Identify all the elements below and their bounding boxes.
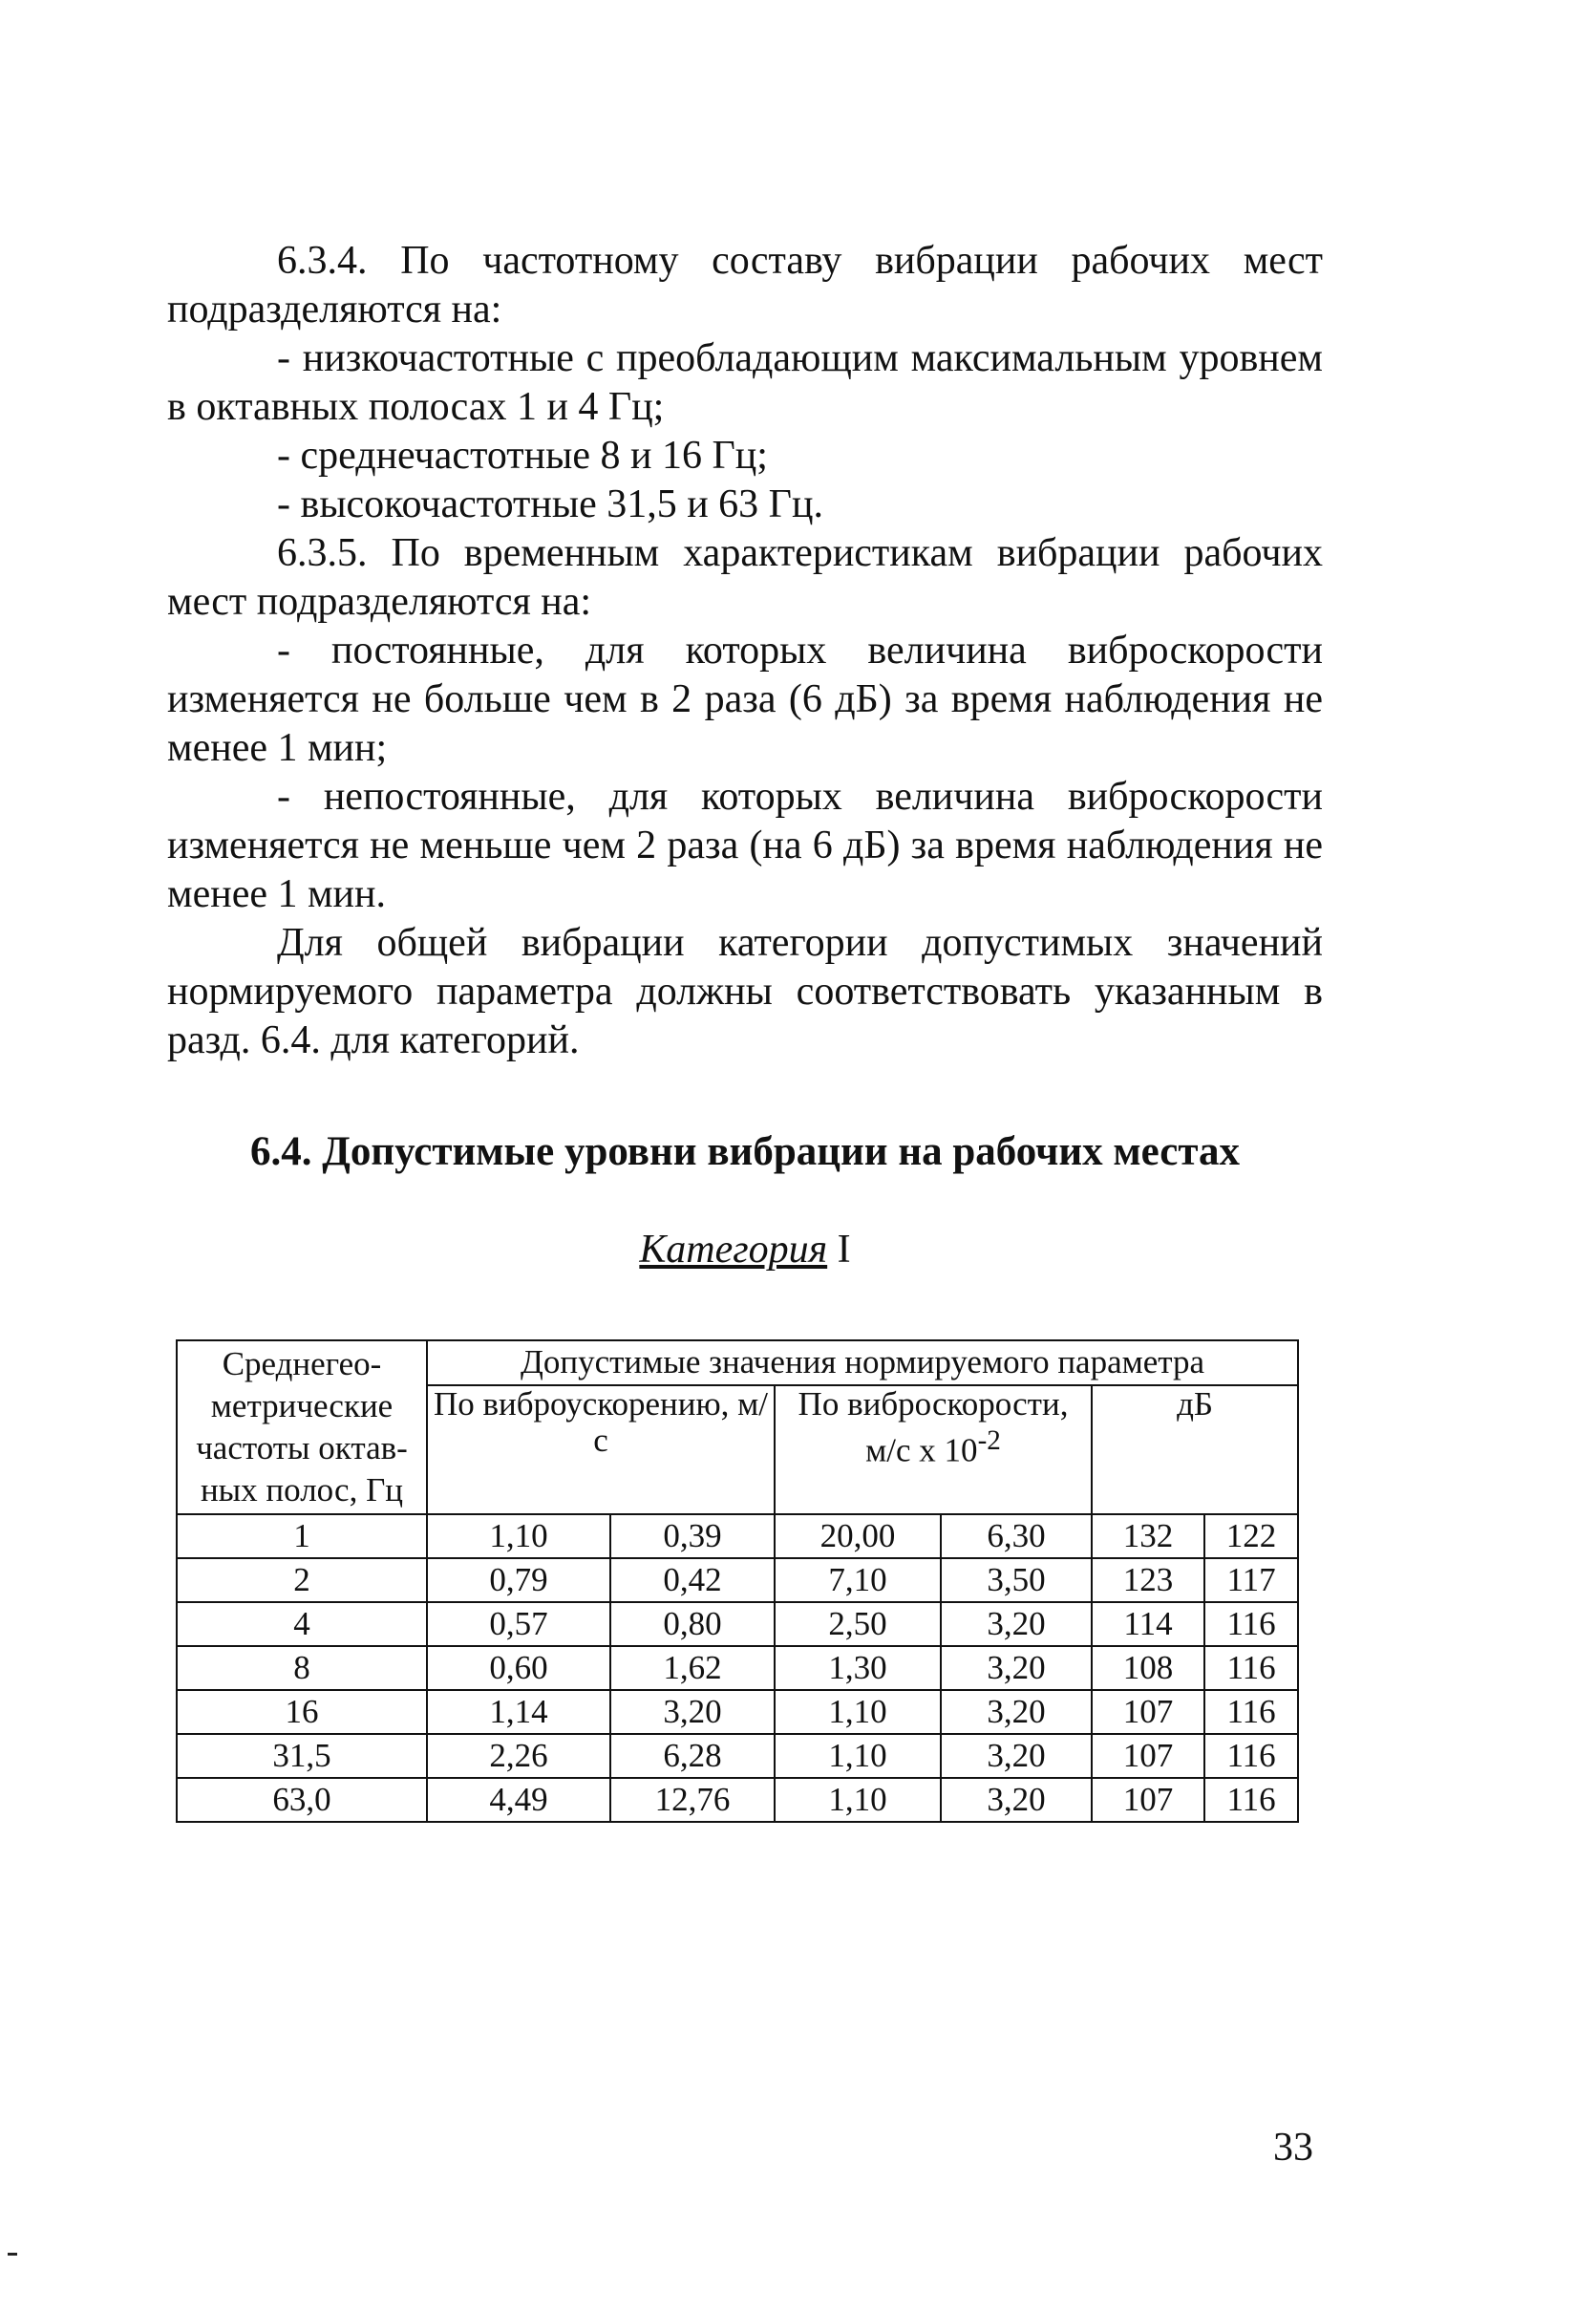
table-cell: 0,80 [610, 1602, 775, 1646]
table-cell: 3,50 [941, 1558, 1092, 1602]
table-cell: 116 [1204, 1690, 1298, 1734]
table-row [177, 1734, 1298, 1778]
table-cell: 3,20 [941, 1602, 1092, 1646]
table-cell: 6,28 [610, 1734, 775, 1778]
table-cell: 122 [1204, 1514, 1298, 1558]
table-cell: 12,76 [610, 1778, 775, 1822]
table-cell: 3,20 [610, 1690, 775, 1734]
paragraph: - постоянные, для которых величина виброскорости изменяется не больше чем в 2 раза (6 дБ) за время наблюдения не менее 1 мин; [167, 629, 1323, 770]
table-row [177, 1602, 1298, 1646]
caption-number: I [827, 1228, 851, 1272]
table-cell: 0,39 [610, 1514, 775, 1558]
table-cell: 1,10 [427, 1514, 610, 1558]
table-row [177, 1778, 1298, 1822]
frequency-header: Среднегео-метрические частоты октав-ных полос, Гц [177, 1340, 427, 1514]
body-text [167, 237, 1323, 1065]
table-cell: 117 [1204, 1558, 1298, 1602]
table-cell: 116 [1204, 1778, 1298, 1822]
table-cell: 116 [1204, 1602, 1298, 1646]
table-cell: 0,60 [427, 1646, 610, 1690]
paragraph: 6.3.4. По частотному составу вибрации рабочих мест подразделяются на: [167, 239, 1323, 332]
table-cell: 107 [1092, 1778, 1204, 1822]
table-cell: 6,30 [941, 1514, 1092, 1558]
velocity-header [775, 1385, 1092, 1514]
table-cell: 3,20 [941, 1690, 1092, 1734]
table-cell: 1,30 [775, 1646, 941, 1690]
paragraph: Для общей вибрации категории допустимых значений нормируемого параметра должны соответствовать указанным в разд. 6.4. для категорий. [167, 921, 1323, 1062]
table-cell: 114 [1092, 1602, 1204, 1646]
paragraph: 6.3.5. По временным характеристикам вибрации рабочих мест подразделяются на: [167, 531, 1323, 624]
table-cell: 1 [177, 1514, 427, 1558]
vibration-table [176, 1339, 1299, 1823]
table-cell: 108 [1092, 1646, 1204, 1690]
table-cell: 132 [1092, 1514, 1204, 1558]
scan-mark [8, 2253, 17, 2256]
velocity-header-exponent: -2 [977, 1425, 1001, 1456]
table-cell: 3,20 [941, 1734, 1092, 1778]
paragraph: - высокочастотные 31,5 и 63 Гц. [277, 482, 823, 526]
table-cell: 2 [177, 1558, 427, 1602]
group-header: Допустимые значения нормируемого параметра [427, 1340, 1298, 1385]
table-cell: 7,10 [775, 1558, 941, 1602]
page-number: 33 [1273, 2126, 1313, 2170]
table-cell: 63,0 [177, 1778, 427, 1822]
table-cell: 107 [1092, 1734, 1204, 1778]
table-cell: 1,10 [775, 1690, 941, 1734]
table-cell: 4,49 [427, 1778, 610, 1822]
paragraph: - среднечастотные 8 и 16 Гц; [277, 434, 768, 478]
table-cell: 20,00 [775, 1514, 941, 1558]
table-cell: 116 [1204, 1734, 1298, 1778]
table-row [177, 1690, 1298, 1734]
caption-word: Категория [639, 1228, 828, 1272]
table-cell: 0,42 [610, 1558, 775, 1602]
table-cell: 0,79 [427, 1558, 610, 1602]
section-heading: 6.4. Допустимые уровни вибрации на рабочих местах [250, 1129, 1240, 1174]
table-row [177, 1558, 1298, 1602]
table-cell: 107 [1092, 1690, 1204, 1734]
table-cell: 2,26 [427, 1734, 610, 1778]
table-row [177, 1646, 1298, 1690]
table-cell: 8 [177, 1646, 427, 1690]
table-row [177, 1514, 1298, 1558]
table-cell: 3,20 [941, 1778, 1092, 1822]
table-cell: 0,57 [427, 1602, 610, 1646]
velocity-header-text: По виброскорости, м/с x 10 [798, 1385, 1069, 1469]
table-caption [167, 1225, 1323, 1274]
table-cell: 1,10 [775, 1734, 941, 1778]
paragraph: - непостоянные, для которых величина виброскорости изменяется не меньше чем 2 раза (на 6 дБ) за время наблюдения не менее 1 мин. [167, 775, 1323, 916]
table-cell: 3,20 [941, 1646, 1092, 1690]
table-cell: 1,14 [427, 1690, 610, 1734]
table-cell: 2,50 [775, 1602, 941, 1646]
table-cell: 1,62 [610, 1646, 775, 1690]
table-cell: 16 [177, 1690, 427, 1734]
acceleration-header: По виброускорению, м/с [427, 1385, 775, 1514]
table-cell: 116 [1204, 1646, 1298, 1690]
table-cell: 31,5 [177, 1734, 427, 1778]
paragraph: - низкочастотные с преобладающим максимальным уровнем в октавных полосах 1 и 4 Гц; [167, 336, 1323, 429]
table-cell: 123 [1092, 1558, 1204, 1602]
table-cell: 4 [177, 1602, 427, 1646]
db-header: дБ [1092, 1385, 1298, 1514]
table-cell: 1,10 [775, 1778, 941, 1822]
